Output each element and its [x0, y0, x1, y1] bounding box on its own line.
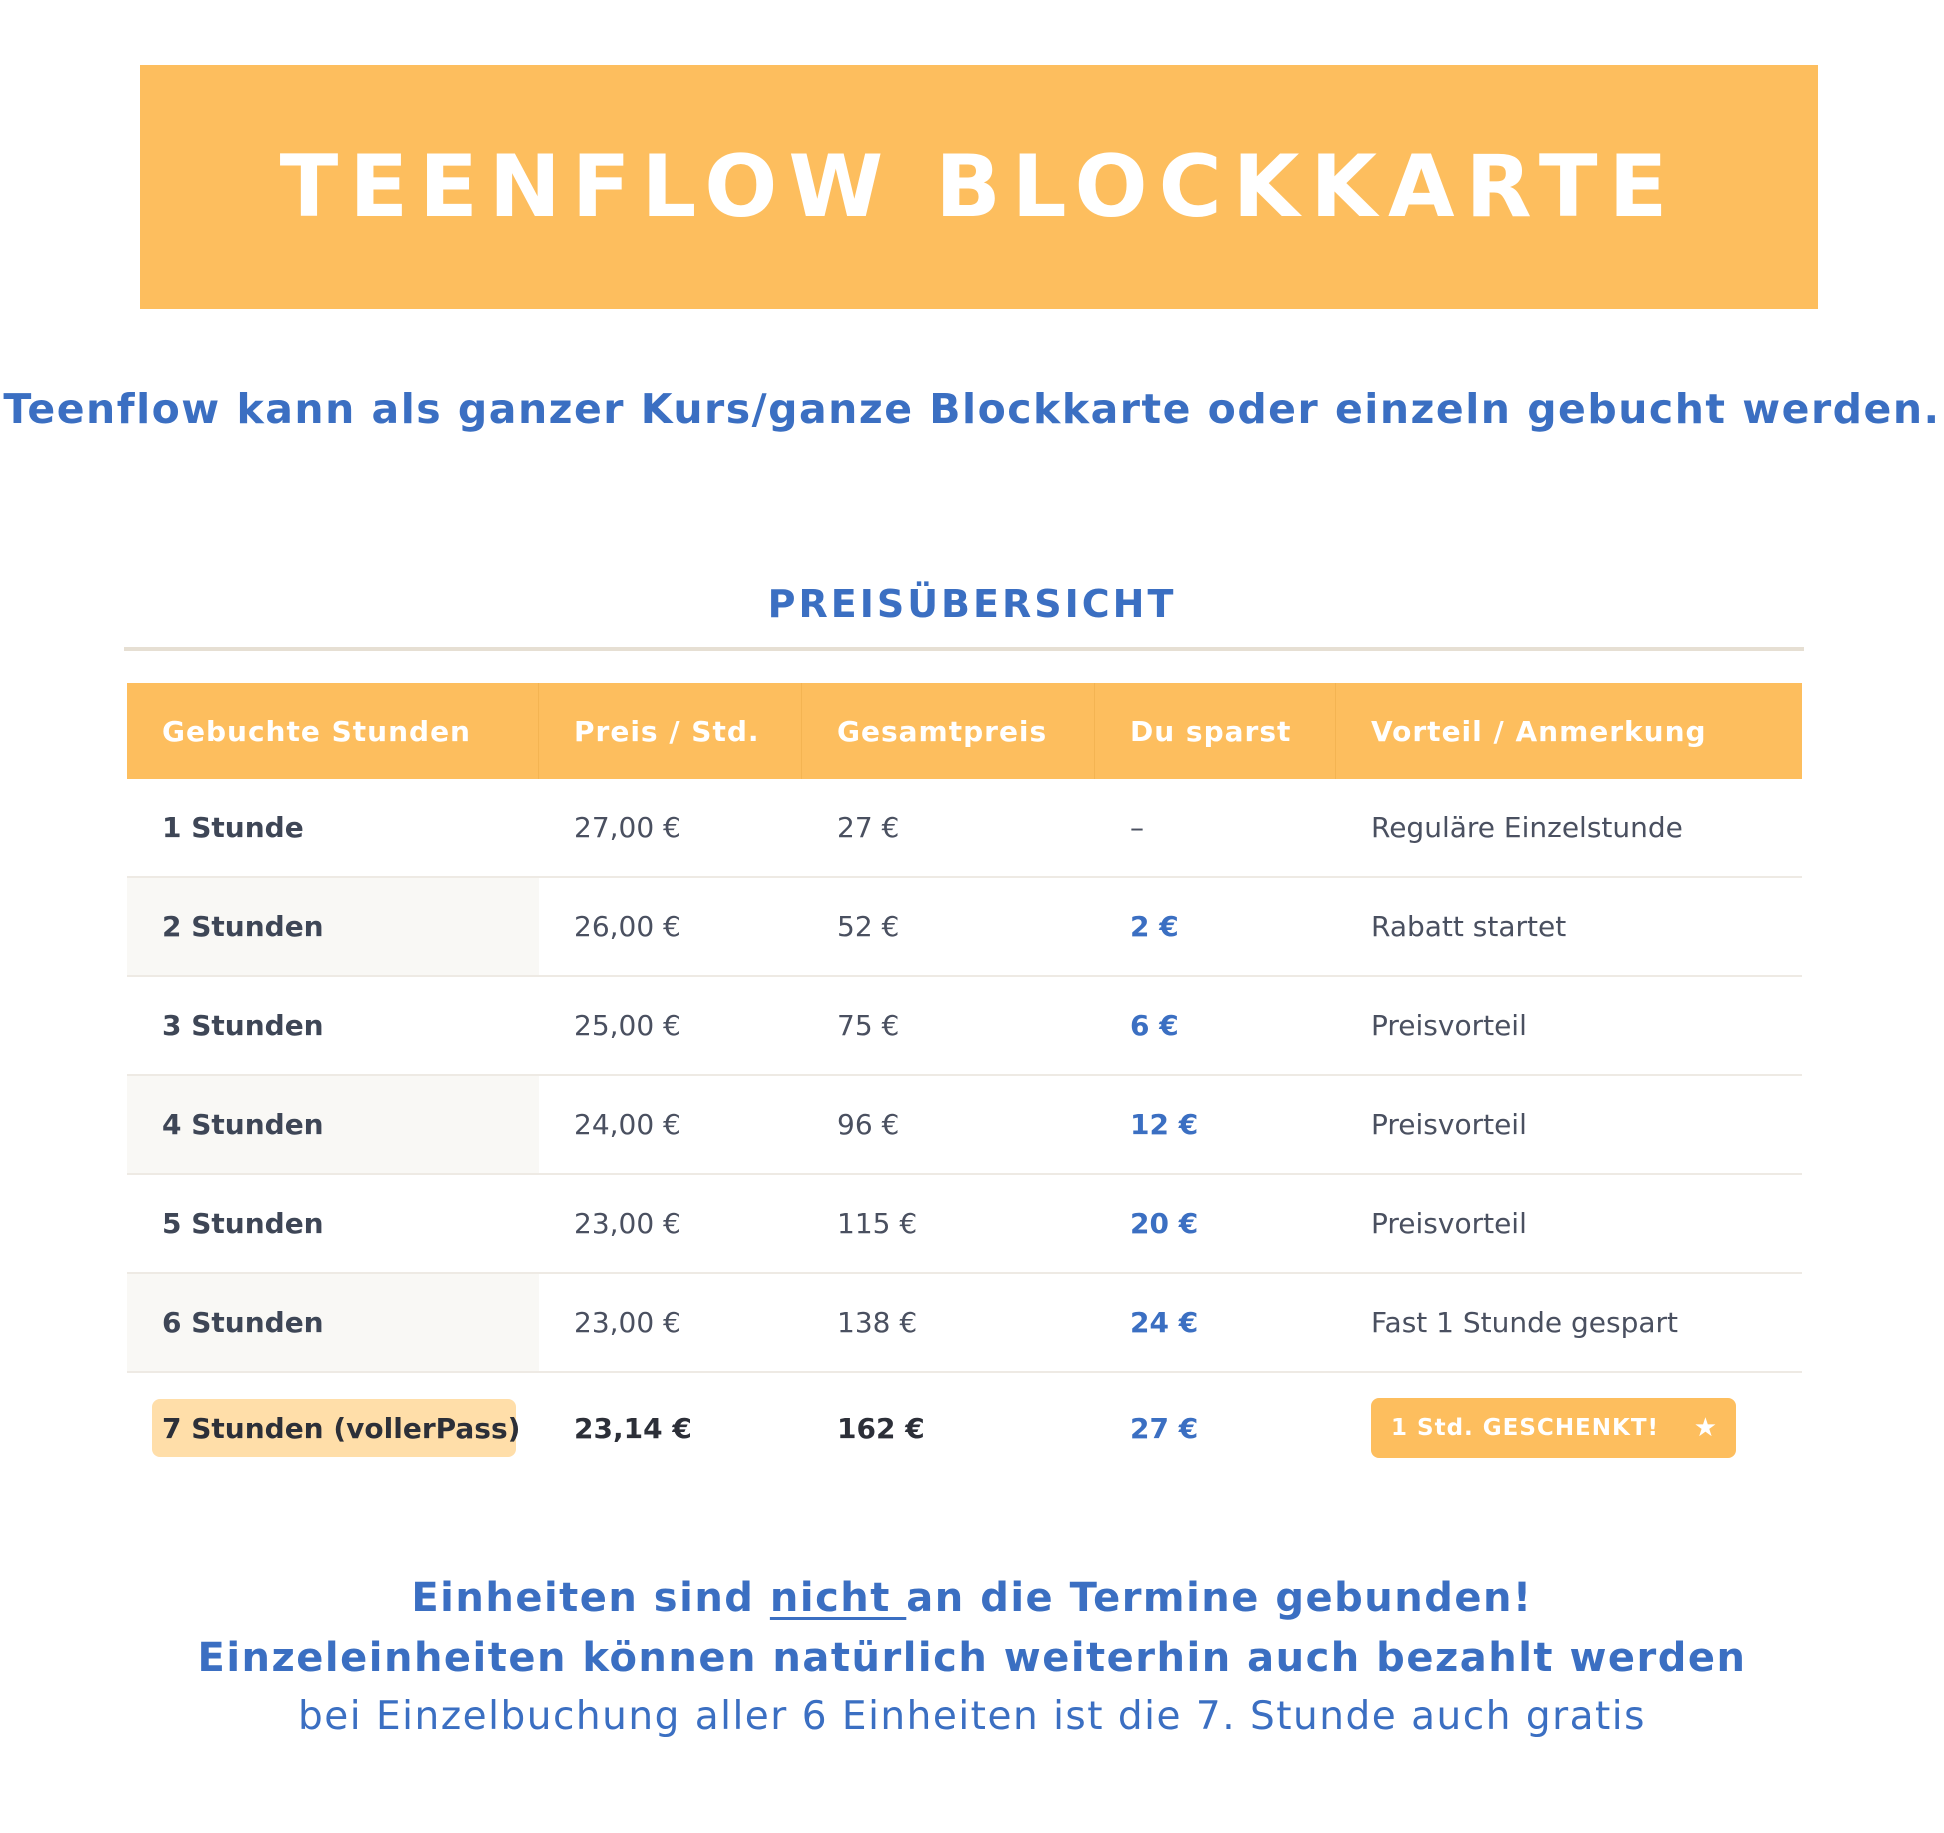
cell-note: Preisvorteil: [1371, 1207, 1527, 1240]
cell-note: Rabatt startet: [1371, 910, 1567, 943]
section-heading: PREISÜBERSICHT: [767, 582, 1177, 626]
footer-line-1: [0, 1575, 1944, 1621]
subtitle: Teenflow kann als ganzer Kurs/ganze Blockkarte oder einzeln gebucht werden.: [3, 385, 1941, 433]
cell-total: 96 €: [837, 1108, 900, 1141]
cell-price: 23,14 €: [574, 1411, 692, 1445]
price-table: [127, 683, 1802, 1483]
cell-total: 115 €: [837, 1207, 918, 1240]
cell-savings: 6 €: [1130, 1009, 1179, 1042]
cell-price: 26,00 €: [574, 910, 681, 943]
header-hours: Gebuchte Stunden: [127, 683, 539, 779]
table-row: [127, 1274, 1802, 1373]
table-row: [127, 977, 1802, 1076]
cell-hours: 6 Stunden: [127, 1274, 539, 1371]
cell-total: 52 €: [837, 910, 900, 943]
cell-price: 24,00 €: [574, 1108, 681, 1141]
cell-hours: 4 Stunden: [127, 1076, 539, 1173]
cell-price: 27,00 €: [574, 811, 681, 844]
cell-hours: 3 Stunden: [162, 1009, 324, 1042]
table-row-highlight: [127, 1373, 1802, 1483]
cell-savings: 24 €: [1130, 1306, 1199, 1339]
full-pass-label: 7 Stunden (vollerPass): [152, 1399, 516, 1457]
section-divider: [124, 647, 1804, 651]
table-row: [127, 1175, 1802, 1274]
cell-note: Preisvorteil: [1371, 1009, 1527, 1042]
page-title: TEENFLOW BLOCKKARTE: [279, 137, 1679, 237]
cell-note: Preisvorteil: [1371, 1108, 1527, 1141]
header-total-price: Gesamtpreis: [802, 683, 1095, 779]
gift-badge: [1371, 1398, 1736, 1458]
table-row: [127, 779, 1802, 878]
star-icon: ★: [1693, 1413, 1718, 1443]
cell-price: 23,00 €: [574, 1207, 681, 1240]
cell-hours: 2 Stunden: [127, 878, 539, 975]
header-price-per-hour: Preis / Std.: [539, 683, 802, 779]
footer-line-1-start: Einheiten sind: [411, 1575, 770, 1621]
cell-note: Fast 1 Stunde gespart: [1371, 1306, 1679, 1339]
cell-hours: 1 Stunde: [162, 811, 304, 844]
gift-badge-label: 1 Std. GESCHENKT!: [1391, 1415, 1660, 1441]
header-note: Vorteil / Anmerkung: [1371, 714, 1707, 748]
table-row: [127, 1076, 1802, 1175]
cell-hours: 5 Stunden: [162, 1207, 324, 1240]
title-banner: [140, 65, 1818, 309]
cell-total: 162 €: [837, 1411, 925, 1445]
footer-underlined-word: nicht: [769, 1575, 907, 1621]
cell-savings: 2 €: [1130, 910, 1179, 943]
footer-line-1-end: an die Termine gebunden!: [906, 1575, 1533, 1621]
cell-savings: –: [1130, 811, 1144, 844]
cell-total: 27 €: [837, 811, 900, 844]
cell-hours: [127, 1373, 539, 1483]
cell-note: [1336, 1373, 1802, 1483]
cell-savings: 12 €: [1130, 1108, 1199, 1141]
cell-savings: 27 €: [1130, 1411, 1199, 1445]
cell-note: Reguläre Einzelstunde: [1371, 811, 1683, 844]
cell-total: 75 €: [837, 1009, 900, 1042]
footer-line-2: Einzeleinheiten können natürlich weiterhin auch bezahlt werden: [197, 1635, 1747, 1681]
table-header-row: [127, 683, 1802, 779]
cell-total: 138 €: [837, 1306, 918, 1339]
cell-savings: 20 €: [1130, 1207, 1199, 1240]
cell-price: 23,00 €: [574, 1306, 681, 1339]
cell-price: 25,00 €: [574, 1009, 681, 1042]
footer-line-3: bei Einzelbuchung aller 6 Einheiten ist die 7. Stunde auch gratis: [298, 1694, 1646, 1739]
table-row: [127, 878, 1802, 977]
header-savings: Du sparst: [1095, 683, 1336, 779]
